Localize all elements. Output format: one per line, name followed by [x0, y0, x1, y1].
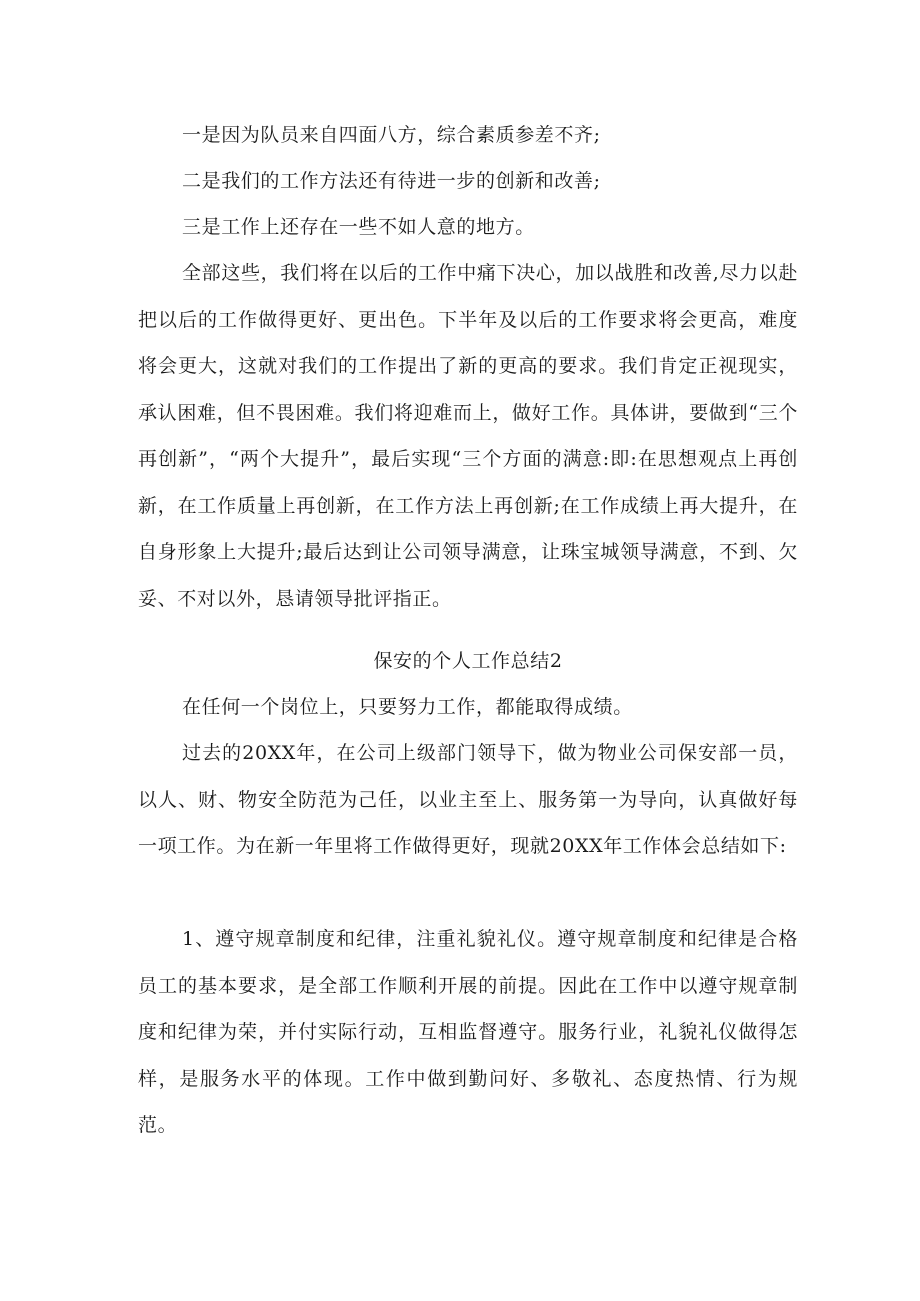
paragraph-4: 全部这些，我们将在以后的工作中痛下决心，加以战胜和改善,尽力以赴把以后的工作做得更好、更出色。下半年及以后的工作要求将会更高，难度将会更大，这就对我们的工作提出了新的更高的要求。我们肯定正视现实，承认困难，但不畏困难。我们将迎难而上，做好工作。具体讲，要做到“三个再创新”，“两个大提升”，最后实现“三个方面的满意:即:在思想观点上再创新，在工作质量上再创新，在工作方法上再创新;在工作成绩上再大提升，在自身形象上大提升;最后达到让公司领导满意，让珠宝城领导满意，不到、欠妥、不对以外，恳请领导批评指正。: [138, 262, 798, 610]
section-title: 保安的个人工作总结2: [373, 650, 563, 672]
paragraph-2: 二是我们的工作方法还有待进一步的创新和改善;: [182, 170, 601, 192]
paragraph-5: 在任何一个岗位上，只要努力工作，都能取得成绩。: [182, 696, 633, 718]
paragraph-6: 过去的20XX年，在公司上级部门领导下，做为物业公司保安部一员，以人、财、物安全防范为己任，以业主至上、服务第一为导向，认真做好每一项工作。为在新一年里将工作做得更好，现就20XX年工作体会总结如下:: [138, 742, 798, 857]
paragraph-7: 1、遵守规章制度和纪律，注重礼貌礼仪。遵守规章制度和纪律是合格员工的基本要求，是全部工作顺利开展的前提。因此在工作中以遵守规章制度和纪律为荣，并付实际行动，互相监督遵守。服务行业，礼貌礼仪做得怎样，是服务水平的体现。工作中做到勤问好、多敬礼、态度热情、行为规范。: [138, 928, 798, 1136]
paragraph-3: 三是工作上还存在一些不如人意的地方。: [182, 216, 535, 238]
paragraph-1: 一是因为队员来自四面八方，综合素质参差不齐;: [182, 124, 601, 146]
